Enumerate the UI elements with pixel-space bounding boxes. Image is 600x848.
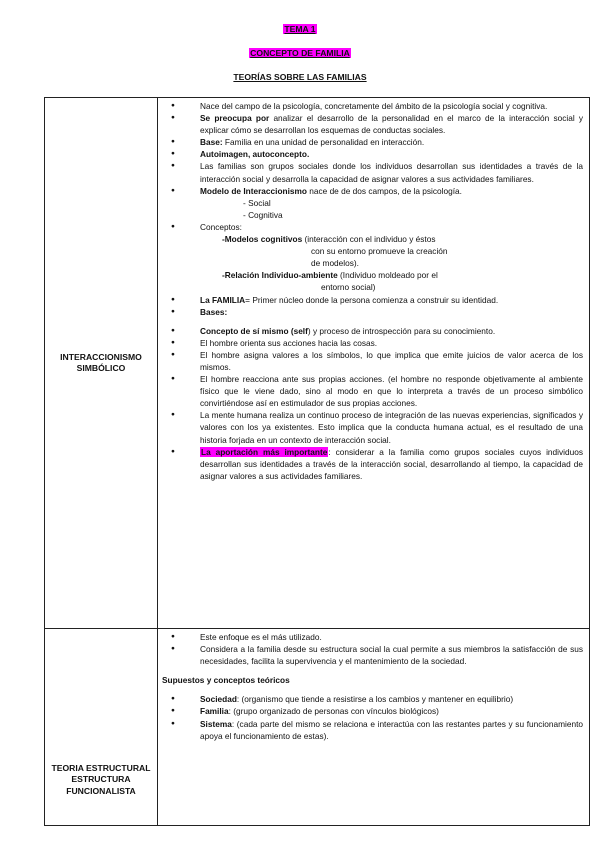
theory-content-estructural bbox=[158, 629, 590, 826]
concept-line: de modelos). bbox=[311, 258, 359, 269]
highlighted-text: La aportación más importante bbox=[201, 446, 328, 457]
theory-label-interaccionismo: INTERACCIONISMO SIMBÓLICO bbox=[45, 98, 158, 629]
list-item: ● Conceptos: bbox=[161, 221, 583, 233]
theory-label-estructural: TEORIA ESTRUCTURAL ESTRUCTURA FUNCIONALISTA bbox=[45, 629, 158, 826]
table-row bbox=[45, 98, 590, 629]
list-item: ● Las familias son grupos sociales donde los individuos desarrollan sus identidades a través de la interacción social y desarrolla la capacidad de asignar valores a sus actividades familiares. bbox=[161, 160, 583, 184]
concepto-heading bbox=[0, 48, 600, 59]
list-item: ● Nace del campo de la psicología, concretamente del ámbito de la psicología social y cognitiva. bbox=[161, 100, 583, 112]
list-item: ● La mente humana realiza un continuo proceso de integración de las nuevas experiencias, significados y valores con los ya existentes. Esto implica que la conducta humana actual, es el resultado de una historia forjada en un contexto de interacción social. bbox=[161, 409, 583, 445]
tema-label: TEMA 1 bbox=[284, 24, 316, 34]
list-item: ● El hombre reacciona ante sus propias acciones. (el hombre no responde objetivamente al ambiente físico que le viene dado, sino al modo en que lo interpreta a través de un proceso simbólico convirtiéndose así en estimulador de sus propias acciones. bbox=[161, 373, 583, 409]
supuestos-heading: Supuestos y conceptos teóricos bbox=[162, 675, 290, 686]
concept-item: -Relación Individuo-ambiente (Individuo moldeado por el bbox=[222, 270, 438, 281]
sub-item: - Social bbox=[243, 197, 271, 208]
teorias-heading: TEORÍAS SOBRE LAS FAMILIAS bbox=[233, 72, 367, 82]
list-item: ● Se preocupa por analizar el desarrollo de la personalidad en el marco de la interacción social y explicar cómo se desarrollan los esquemas de conductas sociales. bbox=[161, 112, 583, 136]
list-item: ● Autoimagen, autoconcepto. bbox=[161, 148, 583, 160]
concepto-label: CONCEPTO DE FAMILIA bbox=[250, 48, 350, 58]
theory-content-interaccionismo bbox=[158, 98, 590, 629]
list-item: ● Modelo de Interaccionismo nace de de dos campos, de la psicología. bbox=[161, 185, 583, 197]
list-item: ● Familia: (grupo organizado de personas con vínculos biológicos) bbox=[161, 705, 583, 717]
concept-line: con su entorno promueve la creación bbox=[311, 246, 448, 257]
list-item: ● Concepto de sí mismo (self) y proceso de introspección para su conocimiento. bbox=[161, 325, 583, 337]
list-item: ● Sistema: (cada parte del mismo se relaciona e interactúa con las restantes partes y su funcionamiento apoya el funcionamiento de estas). bbox=[161, 718, 583, 742]
list-item: ● Bases: bbox=[161, 306, 583, 318]
concept-item: -Modelos cognitivos (interacción con el individuo y éstos bbox=[222, 234, 436, 245]
table-row bbox=[45, 629, 590, 826]
list-item: ● La FAMILIA= Primer núcleo donde la persona comienza a construir su identidad. bbox=[161, 294, 583, 306]
list-item: ● Sociedad: (organismo que tiende a resistirse a los cambios y mantener en equilibrio) bbox=[161, 693, 583, 705]
list-item: ● Base: Familia en una unidad de personalidad en interacción. bbox=[161, 136, 583, 148]
sub-item: - Cognitiva bbox=[243, 209, 283, 220]
list-item: ● El hombre asigna valores a los símbolos, lo que implica que emite juicios de valor acerca de los mismos. bbox=[161, 349, 583, 373]
list-item: ● La aportación más importante: considerar a la familia como grupos sociales cuyos individuos desarrollan sus identidades a través de la interacción social, desarrollando al tiempo, la capacidad de asignar valores a sus actividades familiares. bbox=[161, 446, 583, 482]
list-item: ● Considera a la familia desde su estructura social la cual permite a sus miembros la satisfacción de sus necesidades, facilita la supervivencia y el mantenimiento de la sociedad. bbox=[161, 643, 583, 667]
list-item: ● Este enfoque es el más utilizado. bbox=[161, 631, 583, 643]
theories-table bbox=[44, 97, 590, 826]
tema-heading bbox=[0, 24, 600, 35]
list-item: ● El hombre orienta sus acciones hacia las cosas. bbox=[161, 337, 583, 349]
concept-line: entorno social) bbox=[321, 282, 376, 293]
